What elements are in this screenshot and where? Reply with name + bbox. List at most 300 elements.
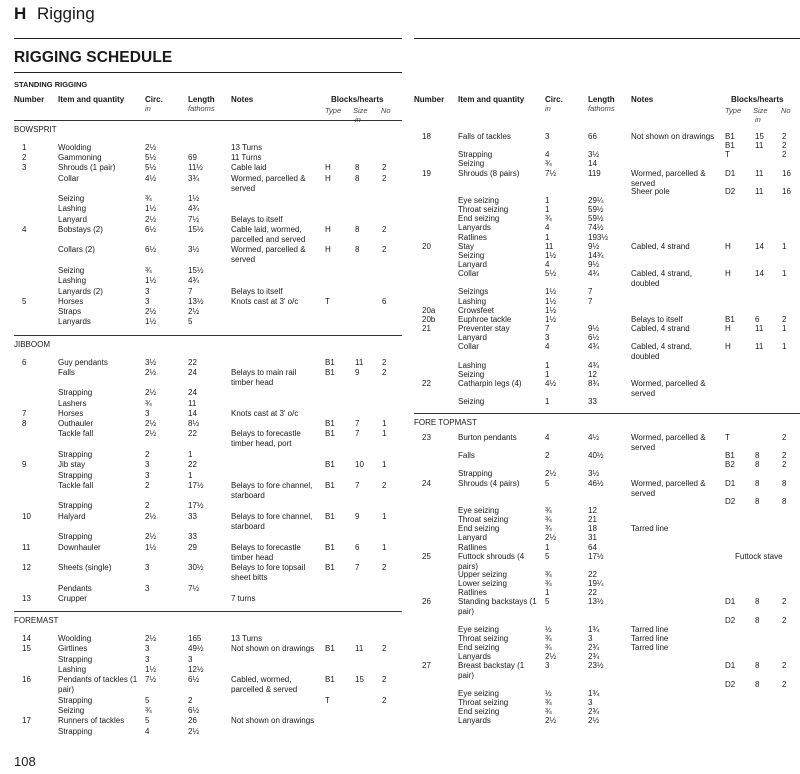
cell-circ: 5½ [545, 269, 557, 279]
cell-no: 8 [782, 496, 787, 506]
cell-size: 8 [755, 679, 760, 689]
page-number: 108 [14, 754, 36, 769]
cell-item: Burton pendants [458, 432, 517, 442]
cell-circ: 4½ [145, 173, 157, 183]
cell-item: Breast backstay (1 pair) [458, 661, 525, 681]
cell-len: 3 [588, 697, 593, 707]
col-circ: Circ. [145, 95, 163, 104]
cell-item: Seizing [458, 397, 485, 407]
cell-type: B1 [725, 141, 735, 151]
cell-len: 1 [188, 470, 193, 480]
cell-type: B1 [325, 542, 335, 552]
section-header [14, 4, 95, 24]
cell-size: 14 [755, 241, 764, 251]
cell-item: Ratlines [458, 232, 487, 242]
cell-len: 2 [188, 695, 193, 705]
cell-type: B1 [325, 357, 335, 367]
cell-circ: 6½ [145, 245, 157, 255]
cell-item: End seizing [458, 643, 500, 653]
cell-size: 9 [355, 511, 360, 521]
cell-no: 8 [782, 478, 787, 488]
cell-size: 7 [355, 480, 360, 490]
cell-len: 33 [588, 397, 597, 407]
cell-circ: 2½ [145, 419, 157, 429]
col-no: No [381, 106, 391, 115]
cell-len: 8¾ [588, 378, 600, 388]
cell-size: 6 [355, 542, 360, 552]
cell-item: Collar [458, 269, 479, 279]
cell-size: 8 [755, 451, 760, 461]
cell-circ: ¾ [545, 569, 552, 579]
cell-circ: 2½ [545, 469, 557, 479]
cell-size: 8 [355, 224, 360, 234]
cell-size: 11 [355, 357, 364, 367]
cell-len: 31 [588, 533, 597, 543]
title-rule [14, 72, 402, 73]
cell-size: 8 [355, 245, 360, 255]
cell-len: 22 [588, 588, 597, 598]
cell-notes: Tarred line [631, 643, 669, 653]
col-length-unit-r: fathoms [588, 104, 615, 113]
cell-circ: 1 [545, 369, 550, 379]
cell-item: Woolding [58, 142, 92, 152]
section-letter: H [14, 4, 27, 23]
cell-notes: 13 Turns [231, 634, 263, 644]
cell-len: 24 [188, 388, 197, 398]
cell-item: End seizing [458, 707, 500, 717]
cell-item: Pendants [58, 583, 92, 593]
cell-no: 2 [782, 150, 787, 160]
cell-len: 49½ [188, 644, 204, 654]
cell-size: 9 [355, 367, 360, 377]
cell-circ: 2½ [145, 307, 157, 317]
section-heading: JIBBOOM [14, 339, 51, 349]
cell-circ: ¾ [545, 643, 552, 653]
cell-circ: 2½ [145, 214, 157, 224]
cell-circ: ¾ [145, 706, 152, 716]
section-rule [14, 120, 402, 121]
cell-no: 2 [782, 661, 787, 671]
cell-len: 4½ [588, 432, 600, 442]
cell-circ: 2 [145, 480, 150, 490]
cell-circ: 2½ [145, 388, 157, 398]
cell-circ: 5½ [145, 163, 157, 173]
cell-item: Lanyards [458, 652, 491, 662]
cell-len: 46½ [588, 478, 604, 488]
cell-type: B1 [325, 367, 335, 377]
cell-size: 11 [755, 342, 764, 352]
cell-item: Lanyards [458, 716, 491, 726]
cell-len: 6½ [188, 706, 200, 716]
cell-n: 23 [422, 432, 431, 442]
cell-type: B2 [725, 460, 735, 470]
cell-len: 69 [188, 152, 197, 162]
cell-len: 59½ [588, 214, 604, 224]
cell-item: Lower seizing [458, 579, 507, 589]
cell-item: Strapping [58, 695, 93, 705]
cell-no: 2 [382, 163, 387, 173]
cell-len: 2¾ [588, 652, 600, 662]
cell-size: 11 [755, 324, 764, 334]
cell-item: Ratlines [458, 588, 487, 598]
cell-size: 7 [355, 563, 360, 573]
cell-notes: Tarred line [631, 624, 669, 634]
cell-type: D1 [725, 661, 736, 671]
cell-item: Lashing [458, 296, 487, 306]
col-size: Size [353, 106, 368, 115]
cell-notes: Sheer pole [631, 186, 670, 196]
cell-item: Tackle fall [58, 480, 94, 490]
cell-no: 2 [782, 615, 787, 625]
cell-item: Crowsfeet [458, 305, 495, 315]
cell-item: Falls [458, 451, 475, 461]
section-heading: FORE TOPMAST [414, 417, 477, 427]
cell-n: 6 [22, 357, 27, 367]
cell-no: 1 [382, 429, 387, 439]
cell-circ: 1½ [545, 287, 557, 297]
col-circ-r: Circ. [545, 95, 563, 104]
col-no-r: No [781, 106, 791, 115]
cell-len: 14 [188, 408, 197, 418]
cell-size: 8 [755, 661, 760, 671]
cell-size: 14 [755, 269, 764, 279]
cell-item: Throat seizing [458, 697, 509, 707]
cell-size: 8 [355, 173, 360, 183]
cell-no: 2 [782, 314, 787, 324]
cell-notes: Cabled, 4 strand, doubled [631, 342, 692, 362]
cell-type: D2 [725, 496, 736, 506]
cell-circ: 5½ [145, 152, 157, 162]
cell-circ: 2 [145, 450, 150, 460]
cell-len: 7½ [188, 214, 200, 224]
cell-len: 7 [588, 296, 593, 306]
cell-notes: Not shown on drawings [231, 716, 315, 726]
cell-len: 33 [188, 532, 197, 542]
cell-item: Collar [58, 173, 79, 183]
cell-circ: 3 [145, 644, 150, 654]
cell-len: 17½ [188, 501, 204, 511]
cell-n: 12 [22, 563, 31, 573]
cell-size: 15 [355, 675, 364, 685]
cell-circ: 1 [545, 588, 550, 598]
cell-type: D1 [725, 597, 736, 607]
cell-type: B1 [725, 451, 735, 461]
cell-type: H [725, 241, 731, 251]
cell-size: 8 [755, 615, 760, 625]
cell-item: Lanyards (2) [58, 286, 103, 296]
cell-circ: 4 [145, 726, 150, 736]
cell-notes: Tarred line [631, 633, 669, 643]
cell-len: 21 [588, 515, 597, 525]
cell-circ: ¾ [145, 398, 152, 408]
cell-size: 11 [755, 168, 764, 178]
col-notes-r: Notes [631, 95, 654, 104]
cell-size: 6 [755, 314, 760, 324]
cell-len: 18 [588, 524, 597, 534]
cell-no: 2 [382, 695, 387, 705]
cell-circ: 4 [545, 342, 550, 352]
cell-len: 4¾ [588, 360, 600, 370]
cell-notes: Belays to itself [231, 214, 283, 224]
cell-item: Lanyard [458, 533, 487, 543]
cell-item: Bobstays (2) [58, 224, 103, 234]
cell-circ: 3 [145, 296, 150, 306]
section-rule [14, 611, 402, 612]
cell-circ: ¾ [545, 505, 552, 515]
cell-len: 74½ [588, 223, 604, 233]
cell-len: 11 [188, 398, 197, 408]
cell-len: 165 [188, 634, 202, 644]
cell-n: 21 [422, 324, 431, 334]
cell-no: 1 [782, 324, 787, 334]
cell-circ: 1 [545, 360, 550, 370]
cell-circ: 4½ [545, 378, 557, 388]
cell-type: B1 [325, 460, 335, 470]
cell-len: 2½ [188, 307, 200, 317]
cell-circ: ½ [545, 688, 552, 698]
cell-n: 25 [422, 551, 431, 561]
cell-no: 2 [382, 173, 387, 183]
cell-circ: 4 [545, 223, 550, 233]
cell-type: D1 [725, 168, 736, 178]
cell-len: 23½ [588, 661, 604, 671]
cell-circ: ¾ [545, 579, 552, 589]
cell-item: Straps [58, 307, 82, 317]
cell-type: H [325, 245, 331, 255]
cell-notes: Belays to forecastle timber head [231, 542, 301, 562]
cell-type: D2 [725, 615, 736, 625]
cell-no: 2 [782, 451, 787, 461]
cell-notes: Not shown on drawings [631, 132, 715, 141]
cell-notes: Belays to forecastle timber head, port [231, 429, 301, 449]
section-name: Rigging [37, 4, 95, 23]
cell-item: Strapping [58, 450, 93, 460]
cell-circ: ¾ [545, 707, 552, 717]
section-rule [414, 413, 800, 414]
cell-item: Strapping [58, 501, 93, 511]
col-size-r: Size [753, 106, 768, 115]
cell-item: Ratlines [458, 542, 487, 552]
cell-notes: Belays to fore channel, starboard [231, 511, 313, 531]
col-length: Length [188, 95, 215, 104]
cell-circ: 3 [145, 470, 150, 480]
cell-item: Collars (2) [58, 245, 95, 255]
cell-type: H [325, 163, 331, 173]
cell-size: 8 [755, 478, 760, 488]
cell-len: 119 [588, 168, 601, 178]
cell-circ: 1½ [145, 664, 157, 674]
cell-item: Stay [458, 241, 475, 251]
cell-circ: 2 [545, 451, 550, 461]
cell-item: Strapping [458, 150, 493, 160]
cell-circ: 5 [545, 551, 550, 561]
cell-circ: 3 [145, 460, 150, 470]
cell-len: 2½ [588, 716, 600, 726]
cell-notes: 7 turns [231, 593, 256, 603]
cell-circ: 5 [545, 597, 550, 607]
cell-n: 20a [422, 305, 436, 315]
cell-circ: 4 [545, 432, 550, 442]
cell-item: Strapping [58, 388, 93, 398]
cell-item: Tackle fall [58, 429, 94, 439]
cell-circ: 5 [145, 695, 150, 705]
cell-notes: Belays to itself [631, 314, 683, 324]
cell-no: 1 [382, 419, 387, 429]
cell-len: 17½ [188, 480, 204, 490]
cell-item: Pendants of tackles (1 pair) [58, 675, 138, 695]
cell-n: 8 [22, 419, 27, 429]
cell-item: Eye seizing [458, 196, 499, 205]
cell-len: 19¼ [588, 579, 604, 589]
cell-circ: 3 [145, 286, 150, 296]
cell-circ: 3 [545, 132, 550, 141]
cell-item: Sheets (single) [58, 563, 112, 573]
cell-size: 7 [355, 429, 360, 439]
col-notes: Notes [231, 95, 254, 104]
cell-type: D2 [725, 679, 736, 689]
cell-item: Lanyard [458, 333, 487, 343]
cell-n: 16 [22, 675, 31, 685]
cell-type: T [725, 432, 730, 442]
cell-circ: 1½ [545, 296, 557, 306]
cell-n: 13 [22, 593, 31, 603]
cell-len: 12 [588, 369, 597, 379]
cell-no: 2 [382, 224, 387, 234]
cell-item: Strapping [58, 470, 93, 480]
cell-circ: 1½ [145, 317, 157, 327]
cell-no: 2 [782, 141, 787, 151]
cell-no: 2 [382, 644, 387, 654]
section-heading: FOREMAST [14, 616, 59, 626]
cell-item: Throat seizing [458, 205, 509, 215]
cell-n: 20b [422, 314, 436, 324]
cell-len: 12½ [188, 664, 204, 674]
cell-len: 30½ [188, 563, 204, 573]
cell-circ: 2½ [145, 511, 157, 521]
cell-item: Seizing [58, 706, 85, 716]
cell-circ: 3 [545, 333, 550, 343]
cell-len: 11½ [188, 163, 203, 173]
cell-len: 9½ [588, 324, 600, 334]
cell-notes: Wormed, parcelled & served [231, 173, 306, 193]
cell-item: Seizing [458, 250, 485, 260]
cell-type: D1 [725, 478, 736, 488]
col-number-r: Number [414, 95, 445, 104]
cell-item: Seizing [458, 369, 485, 379]
cell-notes: Cable laid, wormed, parcelled and served [231, 224, 306, 244]
cell-notes: Wormed, parcelled & served [631, 478, 706, 498]
cell-notes: Wormed, parcelled & served [631, 378, 706, 398]
cell-len: 8½ [188, 419, 200, 429]
cell-len: 3½ [588, 469, 600, 479]
cell-item: Strapping [58, 532, 93, 542]
cell-item: Seizing [58, 194, 85, 204]
cell-item: Jib stay [58, 460, 86, 470]
cell-item: Falls [58, 367, 75, 377]
cell-circ: 2½ [145, 367, 157, 377]
cell-len: 22 [188, 429, 197, 439]
cell-circ: 2 [145, 501, 150, 511]
cell-len: 3 [588, 633, 593, 643]
cell-len: 15½ [188, 224, 204, 234]
header-rule-right [414, 38, 800, 39]
cell-size: 15 [755, 132, 764, 141]
cell-len: 4¾ [588, 342, 600, 352]
cell-notes: Cabled, wormed, parcelled & served [231, 675, 298, 695]
cell-len: 7½ [188, 583, 200, 593]
cell-circ: 7½ [145, 675, 157, 685]
cell-len: 13½ [188, 296, 204, 306]
cell-type: H [325, 224, 331, 234]
cell-circ: ¾ [545, 697, 552, 707]
header-rule-left [14, 38, 402, 39]
cell-type: H [325, 173, 331, 183]
cell-circ: 1½ [545, 314, 557, 324]
cell-no: 1 [782, 241, 787, 251]
cell-size: 8 [755, 496, 760, 506]
cell-no: 2 [382, 480, 387, 490]
cell-len: 64 [588, 542, 597, 552]
cell-len: 15½ [188, 266, 204, 276]
cell-circ: 3 [145, 408, 150, 418]
cell-item: Throat seizing [458, 633, 509, 643]
cell-n: 9 [22, 460, 27, 470]
cell-circ: 5 [145, 716, 150, 726]
cell-item: Crupper [58, 593, 87, 603]
cell-item: Preventer stay [458, 324, 510, 334]
col-number: Number [14, 95, 45, 104]
cell-circ: 1½ [145, 542, 157, 552]
cell-no: 16 [782, 186, 791, 196]
cell-circ: 2½ [145, 429, 157, 439]
cell-item: Lanyard [458, 260, 487, 269]
cell-item: Downhauler [58, 542, 101, 552]
cell-item: Euphroe tackle [458, 314, 512, 324]
cell-notes: Wormed, parcelled & served [631, 432, 706, 452]
cell-notes: Knots cast at 3' o/c [231, 408, 299, 418]
section-rule [14, 335, 402, 336]
col-length-r: Length [588, 95, 615, 104]
col-blocks-r: Blocks/hearts [731, 95, 784, 104]
cell-n: 20 [422, 241, 431, 251]
cell-notes: Cabled, 4 strand, doubled [631, 269, 692, 289]
cell-type: B1 [325, 480, 335, 490]
section-heading: BOWSPRIT [14, 125, 57, 134]
cell-no: 2 [782, 597, 787, 607]
cell-no: 2 [782, 460, 787, 470]
cell-n: 24 [422, 478, 431, 488]
cell-len: 17½ [588, 551, 604, 561]
cell-len: 4¾ [188, 204, 200, 214]
cell-circ: 2½ [545, 652, 557, 662]
col-blocks: Blocks/hearts [331, 95, 384, 104]
cell-n: 19 [422, 168, 431, 178]
cell-no: 6 [382, 296, 387, 306]
cell-size: 11 [355, 644, 364, 654]
cell-item: Strapping [58, 726, 93, 736]
cell-item: Horses [58, 296, 84, 306]
cell-notes: Belays to main rail timber head [231, 367, 297, 387]
page-title: RIGGING SCHEDULE [14, 49, 173, 66]
cell-len: 7 [588, 287, 593, 297]
cell-n: 18 [422, 132, 431, 141]
cell-no: 1 [382, 511, 387, 521]
cell-no: 2 [382, 563, 387, 573]
cell-circ: 1½ [545, 250, 557, 260]
cell-circ: ¾ [545, 524, 552, 534]
cell-item: Shrouds (1 pair) [58, 163, 116, 173]
cell-circ: 1 [545, 397, 550, 407]
